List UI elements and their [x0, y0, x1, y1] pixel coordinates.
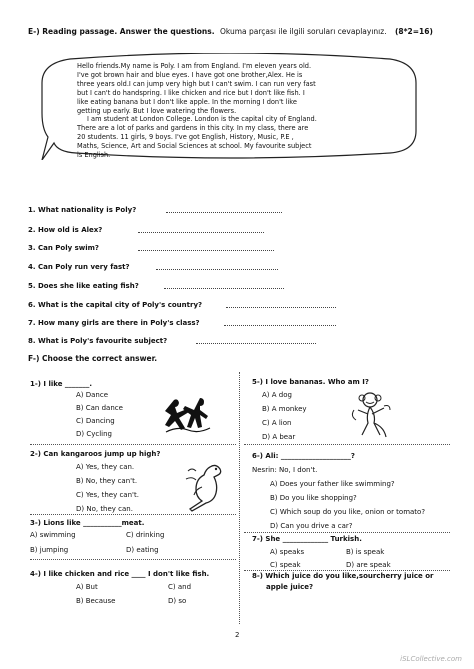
mc-q6-option[interactable]: B) Do you like shopping? [270, 494, 357, 502]
passage-line: is English. [77, 151, 111, 160]
mc-q4-stem: 4-) I like chicken and rice ____ I don't like fish. [30, 570, 210, 578]
passage-line: I've got brown hair and blue eyes. I have got one brother,Alex. He is [77, 70, 303, 79]
question-1: 1. What nationality is Poly? [28, 206, 137, 214]
passage-line: three years old.I can jump very high but I can't swim. I can run very fast [77, 79, 316, 88]
mc-q3-option[interactable]: D) eating [126, 546, 159, 554]
mc-q5-option[interactable]: A) A dog [262, 391, 292, 399]
column-divider [239, 372, 240, 624]
answer-line-7[interactable] [224, 320, 336, 326]
separator [30, 559, 236, 560]
reading-passage [77, 62, 317, 160]
mc-q2-option[interactable]: B) No, they can't. [76, 477, 138, 485]
section-e-title: E-) Reading passage. Answer the questions. [28, 27, 215, 36]
mc-q3-option[interactable]: C) drinking [126, 531, 165, 539]
section-e-points: (8*2=16) [394, 27, 433, 36]
answer-line-5[interactable] [164, 283, 284, 289]
mc-q1-stem: 1-) I like _______. [30, 380, 93, 388]
section-f-title: F-) Choose the correct answer. [28, 354, 158, 363]
kangaroo-illustration [180, 461, 232, 513]
answer-line-8[interactable] [196, 338, 316, 344]
mc-q3-option[interactable]: B) jumping [30, 546, 69, 554]
mc-q3-stem: 3-) Lions like ___________meat. [30, 519, 145, 527]
question-3: 3. Can Poly swim? [28, 244, 99, 252]
mc-q5-option[interactable]: D) A bear [262, 433, 296, 441]
answer-line-4[interactable] [156, 264, 278, 270]
mc-q6-reply: Nesrin: No, I don't. [252, 466, 318, 474]
mc-q2-stem: 2-) Can kangaroos jump up high? [30, 450, 161, 458]
mc-q6-option[interactable]: D) Can you drive a car? [270, 522, 353, 530]
mc-q2-option[interactable]: D) No, they can. [76, 505, 133, 513]
answer-line-1[interactable] [166, 207, 282, 213]
section-e-header [28, 27, 433, 36]
mc-q2-option[interactable]: C) Yes, they can't. [76, 491, 139, 499]
mc-q4-option[interactable]: C) and [168, 583, 192, 591]
separator [30, 444, 236, 445]
passage-line: I am student at London College. London is the capital city of England. [87, 115, 317, 124]
passage-line: 20 students. 11 girls, 9 boys. I've got English, History, Music, P.E , [77, 133, 294, 142]
mc-q5-option[interactable]: C) A lion [262, 419, 292, 427]
mc-q2-option[interactable]: A) Yes, they can. [76, 463, 135, 471]
question-5: 5. Does she like eating fish? [28, 282, 139, 290]
mc-q4-option[interactable]: A) But [76, 583, 98, 591]
passage-line: Maths, Science, Art and Social Sciences at school. My favourite subject [77, 142, 312, 151]
question-2: 2. How old is Alex? [28, 226, 103, 234]
mc-q7-option[interactable]: C) speak [270, 561, 301, 569]
mc-q4-option[interactable]: D) so [168, 597, 187, 605]
question-4: 4. Can Poly run very fast? [28, 263, 130, 271]
mc-q1-option[interactable]: B) Can dance [76, 404, 123, 412]
mc-q7-option[interactable]: D) are speak [346, 561, 391, 569]
separator [244, 532, 450, 533]
answer-line-3[interactable] [138, 245, 274, 251]
mc-q5-stem: 5-) I love bananas. Who am I? [252, 378, 369, 386]
mc-q1-option[interactable]: D) Cycling [76, 430, 112, 438]
mc-q8-stem-cont: apple juice? [266, 583, 314, 591]
separator [244, 570, 450, 571]
mc-q1-option[interactable]: A) Dance [76, 391, 109, 399]
passage-line: like eating banana but I don't like apple. In the morning I don't like [77, 97, 297, 106]
mc-q6-option[interactable]: A) Does your father like swimming? [270, 480, 395, 488]
answer-line-2[interactable] [138, 227, 264, 233]
mc-q6-stem: 6-) Ali: ____________________? [252, 452, 355, 460]
mc-q8-stem: 8-) Which juice do you like,sourcherry juice or [252, 572, 434, 580]
mc-q4-option[interactable]: B) Because [76, 597, 116, 605]
separator [244, 444, 450, 445]
question-7: 7. How many girls are there in Poly's class? [28, 319, 200, 327]
mc-q3-option[interactable]: A) swimming [30, 531, 76, 539]
monkey-illustration [348, 390, 394, 440]
site-watermark: iSLCollective.com [400, 655, 462, 663]
page-number: 2 [235, 631, 240, 639]
passage-line: but I can't do handspring. I like chicken and rice but I don't like fish. I [77, 88, 305, 97]
mc-q7-option[interactable]: B) is speak [346, 548, 385, 556]
section-e-instruction: Okuma parçası ile ilgili soruları cevaplayınız. [219, 27, 387, 36]
passage-line: getting up early. But I love watering the flowers. [77, 106, 237, 115]
passage-line: Hello friends.My name is Poly. I am from England. I'm eleven years old. [77, 62, 312, 70]
mc-q5-option[interactable]: B) A monkey [262, 405, 307, 413]
mc-q6-option[interactable]: C) Which soup do you like, onion or tomato? [270, 508, 426, 516]
mc-q7-stem: 7-) She _____________ Turkish. [252, 535, 362, 543]
mc-q7-option[interactable]: A) speaks [270, 548, 305, 556]
answer-line-6[interactable] [226, 302, 336, 308]
passage-line: There are a lot of parks and gardens in this city. In my class, there are [77, 124, 309, 133]
question-6: 6. What is the capital city of Poly's country? [28, 301, 203, 309]
separator [30, 514, 236, 515]
dancers-illustration [160, 396, 218, 440]
question-8: 8. What is Poly's favourite subject? [28, 337, 168, 345]
mc-q1-option[interactable]: C) Dancing [76, 417, 115, 425]
